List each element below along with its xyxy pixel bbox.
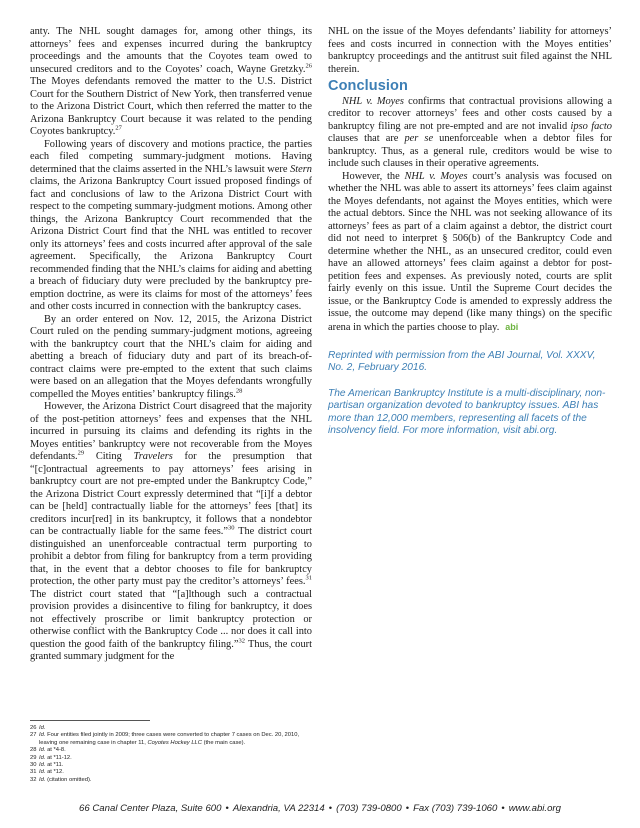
text-run: clauses that are [328, 133, 405, 144]
footnote-ref[interactable]: 28 [235, 387, 243, 395]
footnote-number: 27 [30, 732, 37, 739]
case-name: Travelers [133, 451, 173, 462]
footer-website-link[interactable]: www.abi.org [508, 803, 561, 814]
footnote-number: 26 [30, 725, 37, 731]
footnote [30, 762, 320, 769]
footnote-text: Four entities filed jointly in 2009; three cases were converted to chapter 7 cases on Dec. 20, 2010, [45, 732, 300, 739]
text-run: confirms that contractual provisions allowing a creditor to recover attorneys’ fees and other costs caused by a bankruptcy filing are not pre-empted and are not invalid [328, 95, 612, 132]
footnote [30, 777, 320, 784]
footer-separator: • [501, 803, 505, 814]
footnote-ref[interactable]: 30 [228, 524, 235, 532]
text-run: for the presumption that “[c]ontractual agreements to pay attorneys’ fees arising in bankruptcy court are not pre-empted under the Bankruptcy Code,” the Arizona District Court expressly determined that “[i]f a debtor can be [held] contractually liable for the attorneys’ fees [that] its creditors incur[red] in its bankruptcy, it follows that a nondebtor can be contractually liable for the same fees.” [30, 451, 312, 537]
footnote-cite: Id. [39, 754, 46, 761]
paragraph [328, 171, 612, 335]
footnote-text: at *4-8. [45, 747, 66, 754]
footnote-ref[interactable]: 26 [305, 62, 312, 70]
footnote-number: 30 [30, 762, 37, 769]
text-run: The district court stated that “[a]lthough such a contractual provision provides a disincentive to filing for bankruptcy, it does not effectively proscribe or limit bankruptcy protection or otherwise conflict with the Bankruptcy Code ... nor does it call into question the good faith of the bankruptcy filing.” [30, 588, 312, 650]
case-name: Coyotes Hockey LLC [147, 739, 202, 746]
left-column [30, 26, 312, 664]
footnote [30, 732, 320, 739]
footnote [30, 747, 320, 754]
footer-separator: • [225, 803, 229, 814]
footer-address: 66 Canal Center Plaza, Suite 600 [79, 803, 222, 814]
footer-separator: • [405, 803, 410, 814]
text-run: Citing [84, 451, 134, 462]
footnote-number: 32 [30, 776, 37, 783]
footnote [30, 725, 320, 732]
footnote-ref[interactable]: 31 [305, 574, 312, 582]
footnote [30, 755, 320, 762]
text-run: However, the Arizona District Court disagreed that the majority of the post-petition attorneys’ fees and expenses that the NHL incurred in pursuing its claims and defending its rights in the Moyes entities’ bankruptcy were not recoverable from the Moyes defendants. [30, 401, 312, 462]
text-run: claims, the Arizona Bankruptcy Court issued proposed findings of fact and conclusions of law to the Arizona District Court with respect to the competing summary-judgment motions. Among other things, the Arizona Bankruptcy Court recommended that the Arizona District Court find that the NHL was entitled to recover only its attorneys’ fees and costs incurred after approval of the sale agreement. Specifically, the Arizona Bankruptcy Court recommended finding that the NHL’s claims for aiding and abetting a breach of fiduciary duty were precluded by the bankruptcy pre-emption doctrine, as were its claims for most of the attorneys’ fees and other costs incurred in connection with the bankruptcy cases. [30, 176, 312, 312]
paragraph [30, 26, 312, 139]
footnote-text: (citation omitted). [45, 776, 92, 783]
footnote-text: at *11-12. [45, 754, 72, 761]
right-column [328, 26, 612, 437]
paragraph: NHL on the issue of the Moyes defendants’ liability for attorneys’ fees and costs incurred in connection with the Moyes entities’ bankruptcy proceedings and the antitrust suit filed against the NHL therein. [328, 26, 612, 75]
footnote-divider [30, 720, 150, 721]
case-name: NHL v. Moyes [342, 95, 404, 107]
footnote-ref[interactable]: 27 [115, 124, 122, 132]
footnote-cite: Id. [39, 732, 46, 739]
footnotes [30, 725, 320, 784]
page-footer [0, 803, 640, 814]
case-name: Stern [290, 163, 312, 175]
footnote-cite: Id. [39, 747, 46, 754]
paragraph [328, 96, 612, 171]
footnote-cite: Id. [39, 769, 46, 776]
text-run: anty. The NHL sought damages for, among other things, its attorneys’ fees and expenses incurred during the bankruptcy proceedings and the amounts that the Coyotes team owed to unsecured creditors and to the Coyotes’ coach, Wayne Gretzky. [30, 26, 312, 75]
case-name: NHL v. Moyes [404, 170, 468, 182]
footnote-cite: Id. [39, 776, 46, 783]
reprint-notice: Reprinted with permission from the ABI Journal, Vol. XXXV, No. 2, February 2016. [328, 350, 596, 374]
footnote-text: (the main case). [201, 739, 246, 746]
latin-term: ipso facto [570, 120, 612, 132]
footnote-number: 29 [30, 754, 37, 761]
text-run: The Moyes defendants removed the matter to the U.S. District Court for the Southern District of New York, then transferred venue to the Arizona District Court, which then referred the matter to the Arizona Bankruptcy Court because it was related to the pending Coyotes bankruptcy. [30, 76, 312, 137]
paragraph [30, 139, 312, 314]
footnote-number: 28 [30, 747, 37, 754]
footer-separator: • [328, 803, 333, 814]
footnote-ref[interactable]: 32 [238, 637, 245, 645]
footer-fax: Fax (703) 739-1060 [413, 803, 498, 814]
footnote-number: 31 [30, 769, 37, 776]
footnote [30, 769, 320, 776]
text-run: unenforceable when a debtor files for bankruptcy. Thus, as a general rule, creditors would be wise to include such clauses in their operative agreements. [328, 133, 612, 169]
latin-term: per se [404, 133, 434, 144]
footnote-ref[interactable]: 29 [77, 449, 85, 457]
paragraph [30, 401, 312, 664]
paragraph [30, 314, 312, 402]
text-run: By an order entered on Nov. 12, 2015, the Arizona District Court ruled on the pending summary-judgment motions, agreeing with the bankruptcy court that the NHL’s claim for aiding and abetting a breach of fiduciary duty and part of its breach-of-contract claims were pre-empted to the extent that such claims were based on an allegation that the Moyes defendants wrongfully compelled the Moyes entities’ bankruptcy filings. [30, 313, 312, 400]
footnote-text: at *12. [45, 769, 64, 776]
footer-city: Alexandria, VA 22314 [232, 803, 325, 814]
footer-phone: (703) 739-0800 [336, 803, 402, 814]
footnote-text: at *11. [45, 762, 64, 769]
footnote-text: leaving one remaining case in chapter 11, [39, 739, 148, 746]
text-run: The district court distinguished an unenforceable contractual term purporting to prohibit a debtor from filing for bankruptcy from a term providing that, in the event that a debtor chooses to file for bankruptcy protection, the other party must pay the creditor’s attorneys’ fees. [30, 526, 312, 587]
footnote-continuation [30, 740, 320, 747]
text-run: court’s analysis was focused on whether the NHL was able to assert its attorneys’ fees claim against the Moyes defendants, not against the Moyes entities, which were the actual debtors. Since the NHL was not seeking allowance of its attorneys’ fees as part of a claim against a debtor, the district court did not need to interpret § 506(b) of the Bankruptcy Code and determine whether the NHL, as an unsecured creditor, could even have an allowed attorneys’ fees claim against a debtor for post-petition fees and expenses. As previously noted, courts are split fairly evenly on this issue. Until the Supreme Court decides the issue, or the Bankruptcy Code is amended to expressly address the issue, the outcome may depend (like many things) on the specific arena in which the parties choose to play. [328, 170, 613, 333]
text-run: However, the [342, 170, 405, 182]
abi-end-mark: abi [505, 321, 519, 332]
footnote-cite: Id. [39, 762, 46, 769]
section-heading: Conclusion [328, 78, 408, 94]
text-run: Thus, the court granted summary judgment for the [30, 638, 312, 662]
text-run: Following years of discovery and motions practice, the parties each filed competing summary-judgment motions. Having determined that the claims asserted in the NHL’s lawsuit were [30, 138, 312, 175]
about-abi: The American Bankruptcy Institute is a multi-disciplinary, non-partisan organization devoted to bankruptcy issues. ABI has more than 12,000 members, representing all facets of the insolvency field. For more information, visit abi.org. [328, 387, 606, 437]
footnote-cite: Id. [39, 725, 46, 731]
